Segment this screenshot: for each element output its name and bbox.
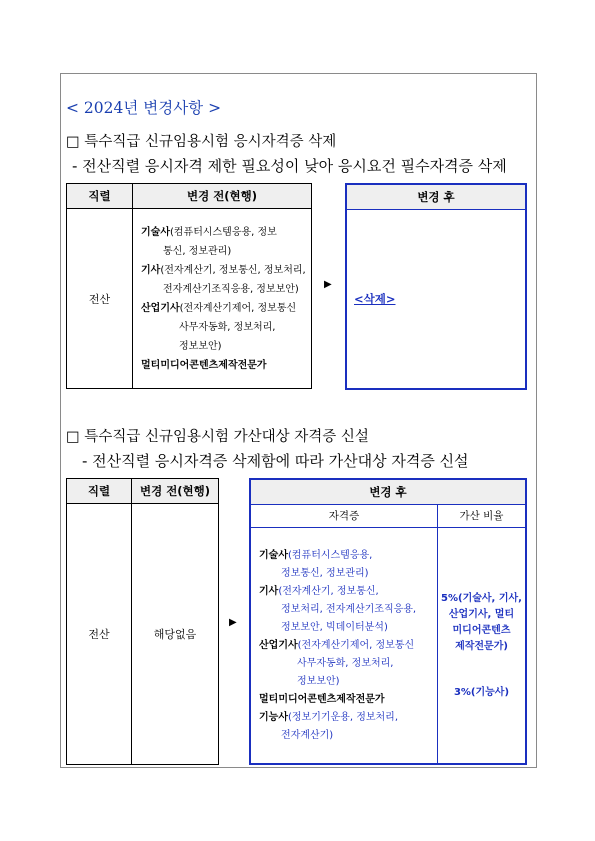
ratio-line: 미디어콘텐츠 <box>452 624 511 636</box>
arrow-icon: ▶ <box>324 279 332 290</box>
before-value: 해당없음 <box>132 504 219 765</box>
col-after-header: 변경 후 <box>347 185 525 210</box>
cert-line: 기사(전자계산기, 정보통신, 정보처리, <box>141 264 306 276</box>
col-job-header: 직렬 <box>67 479 132 504</box>
section2-after-table <box>251 505 525 764</box>
cert-line: 사무자동화, 정보처리, <box>179 321 276 333</box>
cert-line: 기능사(정보기기운용, 정보처리, <box>259 711 399 723</box>
before-cert-list <box>133 209 312 389</box>
deleted-label: <삭제> <box>354 292 396 306</box>
section1-heading: □ 특수직급 신규임용시험 응시자격증 삭제 <box>66 134 337 150</box>
cert-line: 정보보안) <box>297 675 340 687</box>
section2-after-box <box>249 478 527 765</box>
page-title: < 2024년 변경사항 > <box>66 99 222 117</box>
cert-line: 멀티미디어콘텐츠제작전문가 <box>259 693 385 705</box>
cert-line: 정보처리, 전자계산기조직응용, <box>281 603 417 615</box>
job-cell: 전산 <box>67 209 133 389</box>
cert-line: 정보통신, 정보관리) <box>281 567 369 579</box>
section1-subheading: - 전산직렬 응시자격 제한 필요성이 낮아 응시요건 필수자격증 삭제 <box>72 157 507 175</box>
cert-line: 전자계산기조직응용, 정보보안) <box>163 283 299 295</box>
col-before-header: 변경 전(현행) <box>132 479 219 504</box>
col-after-header: 변경 후 <box>251 480 525 505</box>
col-job-header: 직렬 <box>67 184 133 209</box>
cert-line: 정보보안, 빅데이터분석) <box>281 621 388 633</box>
cert-line: 멀티미디어콘텐츠제작전문가 <box>141 359 267 371</box>
cert-line: 산업기사(전자계산기제어, 정보통신 <box>141 302 297 314</box>
section1-before-table <box>66 183 312 389</box>
cert-line: 산업기사(전자계산기제어, 정보통신 <box>259 639 415 651</box>
after-cert-list <box>251 527 438 764</box>
section2-heading: □ 특수직급 신규임용시험 가산대상 자격증 신설 <box>66 429 369 445</box>
col-cert-header: 자격증 <box>251 505 438 527</box>
arrow-icon: ▶ <box>229 617 237 628</box>
job-cell: 전산 <box>67 504 132 765</box>
cert-line: 정보보안) <box>179 340 222 352</box>
section1-after-box <box>345 183 527 390</box>
cert-line: 전자계산기) <box>281 729 334 741</box>
cert-line: 사무자동화, 정보처리, <box>297 657 394 669</box>
ratio-3pct: 3%(기능사) <box>453 686 510 698</box>
col-ratio-header: 가산 비율 <box>438 505 526 527</box>
ratio-line: 5%(기술사, 기사, <box>441 592 522 604</box>
section2-before-table <box>66 478 219 765</box>
ratio-line: 산업기사, 멀티 <box>448 608 515 620</box>
cert-line: 기술사(컴퓨터시스템응용, <box>259 549 373 561</box>
ratio-5pct <box>438 591 525 655</box>
col-before-header: 변경 전(현행) <box>133 184 312 209</box>
section2-subheading: - 전산직렬 응시자격증 삭제함에 따라 가산대상 자격증 신설 <box>82 452 469 470</box>
cert-line: 기술사(컴퓨터시스템응용, 정보 <box>141 226 277 238</box>
ratio-cell <box>438 527 526 764</box>
cert-line: 기사(전자계산기, 정보통신, <box>259 585 379 597</box>
ratio-line: 제작전문가) <box>455 640 508 652</box>
cert-line: 통신, 정보관리) <box>163 245 232 257</box>
